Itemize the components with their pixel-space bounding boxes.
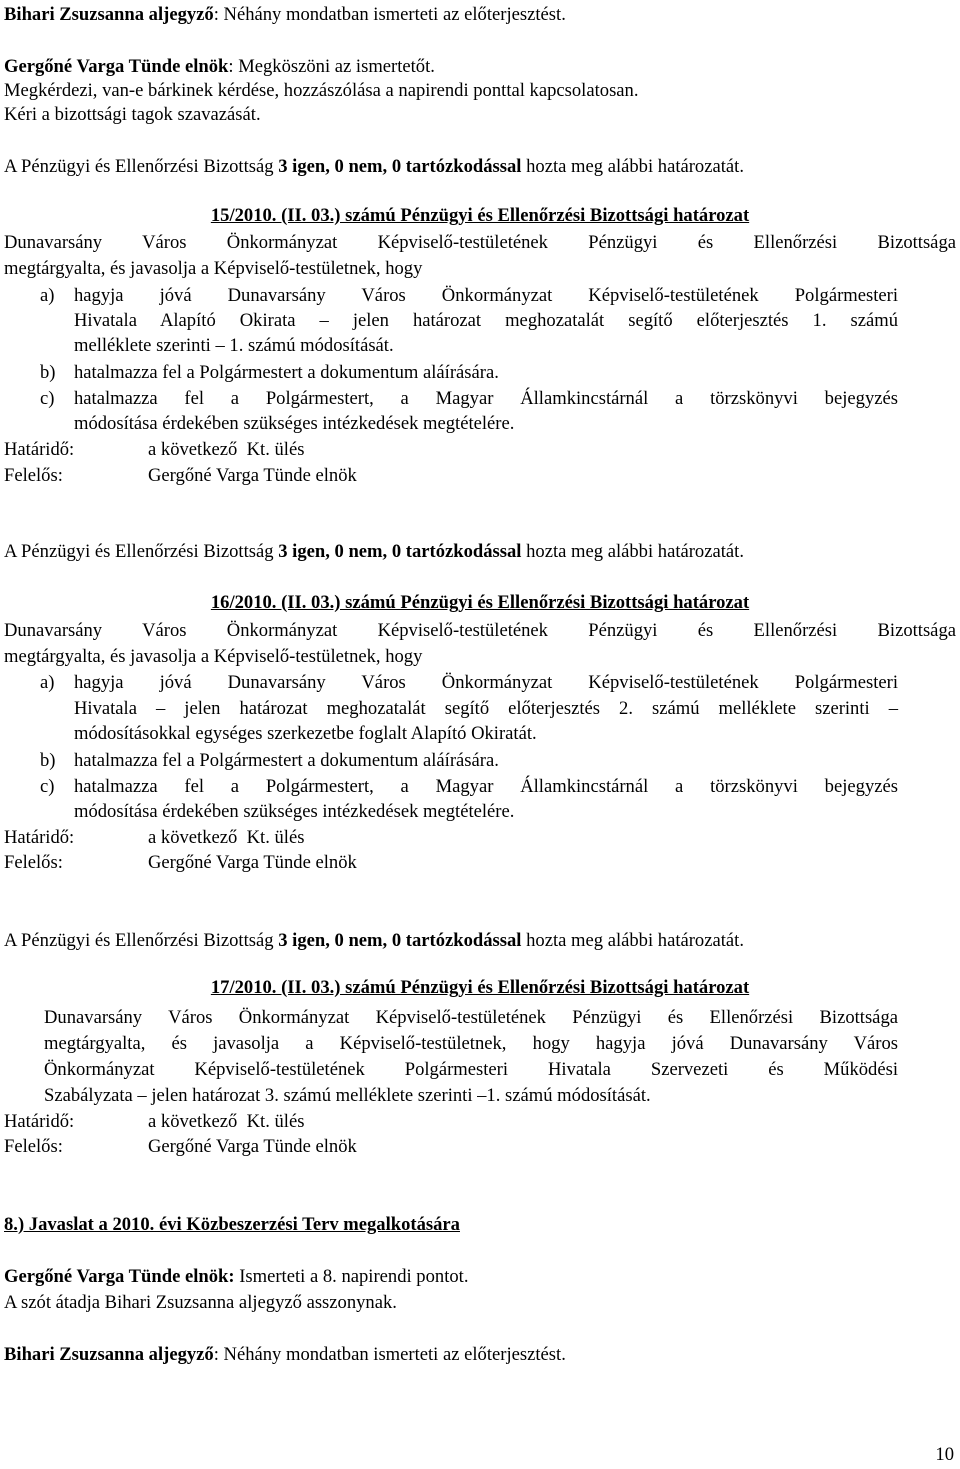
vote-suffix: hozta meg alábbi határozatát. <box>521 930 744 951</box>
item-line: módosítása érdekében szükséges intézkedések megtételére. <box>74 801 515 822</box>
vote-suffix: hozta meg alábbi határozatát. <box>521 156 744 177</box>
resolution-title-text: 16/2010. (II. 03.) számú Pénzügyi és Ellenőrzési Bizottsági határozat <box>210 592 750 613</box>
deadline-value: a következő Kt. ülés <box>148 827 305 848</box>
resolution-body-line: Dunavarsány Város Önkormányzat Képviselő-testületének Pénzügyi és Ellenőrzési Bizottsága <box>44 1007 898 1028</box>
page-number: 10 <box>935 1444 954 1465</box>
item-line: hagyja jóvá Dunavarsány Város Önkormányzat Képviselő-testületének Polgármesteri <box>74 672 898 693</box>
speaker-name: Bihari Zsuzsanna aljegyző <box>4 1344 214 1365</box>
item-label: a) <box>40 285 55 306</box>
intro-line: Kéri a bizottsági tagok szavazását. <box>4 104 261 125</box>
vote-count: 3 igen, 0 nem, 0 tartózkodással <box>278 930 522 951</box>
item-label: a) <box>40 672 55 693</box>
speaker-name: Gergőné Varga Tünde elnök <box>4 56 229 77</box>
resolution-title-text: 15/2010. (II. 03.) számú Pénzügyi és Ellenőrzési Bizottsági határozat <box>210 205 750 226</box>
speech-text: Ismerteti a 8. napirendi pontot. <box>234 1266 469 1287</box>
section-8-heading <box>4 1212 460 1238</box>
vote-prefix: A Pénzügyi és Ellenőrzési Bizottság <box>4 930 279 951</box>
responsible-value: Gergőné Varga Tünde elnök <box>148 1136 357 1157</box>
resolution-body-line: megtárgyalta, és javasolja a Képviselő-testületnek, hogy <box>4 258 423 279</box>
item-line: hagyja jóvá Dunavarsány Város Önkormányzat Képviselő-testületének Polgármesteri <box>74 285 898 306</box>
deadline-label: Határidő: <box>4 1111 75 1132</box>
vote-count: 3 igen, 0 nem, 0 tartózkodással <box>278 156 522 177</box>
speech-text: : Néhány mondatban ismerteti az előterjesztést. <box>213 1344 566 1365</box>
responsible-value: Gergőné Varga Tünde elnök <box>148 852 357 873</box>
vote-prefix: A Pénzügyi és Ellenőrzési Bizottság <box>4 541 279 562</box>
vote-result <box>4 928 744 954</box>
section-8-paragraph-2: A szót átadja Bihari Zsuzsanna aljegyző asszonynak. <box>4 1292 397 1313</box>
resolution-body-line: megtárgyalta, és javasolja a Képviselő-testületnek, hogy hagyja jóvá Dunavarsány Város <box>44 1033 898 1054</box>
resolution-body-line: Dunavarsány Város Önkormányzat Képviselő-testületének Pénzügyi és Ellenőrzési Bizottsága <box>4 232 956 253</box>
item-label: b) <box>40 362 56 383</box>
item-line: melléklete szerinti – 1. számú módosítását. <box>74 335 394 356</box>
resolution-body-line: Önkormányzat Képviselő-testületének Polgármesteri Hivatala Szervezeti és Működési <box>44 1059 898 1080</box>
intro-line: Megkérdezi, van-e bárkinek kérdése, hozzászólása a napirendi ponttal kapcsolatosan. <box>4 80 639 101</box>
item-label: c) <box>40 388 55 409</box>
responsible-label: Felelős: <box>4 1136 63 1157</box>
resolution-16-title <box>0 590 960 616</box>
item-line: módosításokkal egységes szerkezetbe foglalt Alapító Okiratát. <box>74 723 537 744</box>
vote-suffix: hozta meg alábbi határozatát. <box>521 541 744 562</box>
resolution-17-title <box>0 975 960 1001</box>
section-heading-text: 8.) Javaslat a 2010. évi Közbeszerzési Terv megalkotására <box>4 1214 460 1235</box>
speaker-name: Gergőné Varga Tünde elnök: <box>4 1266 235 1287</box>
resolution-15-title <box>0 203 960 229</box>
intro-paragraph-1 <box>4 2 566 28</box>
responsible-label: Felelős: <box>4 852 63 873</box>
speech-text: : Néhány mondatban ismerteti az előterjesztést. <box>213 4 566 25</box>
vote-result <box>4 154 744 180</box>
vote-result <box>4 539 744 565</box>
item-line: Hivatala Alapító Okirata – jelen határozat meghozatalát segítő előterjesztés 1. számú <box>74 310 898 331</box>
item-line: hatalmazza fel a Polgármestert a dokumentum aláírására. <box>74 362 499 383</box>
deadline-value: a következő Kt. ülés <box>148 1111 305 1132</box>
item-label: b) <box>40 750 56 771</box>
responsible-label: Felelős: <box>4 465 63 486</box>
resolution-title-text: 17/2010. (II. 03.) számú Pénzügyi és Ellenőrzési Bizottsági határozat <box>210 977 750 998</box>
intro-paragraph-2 <box>4 54 435 80</box>
resolution-body-line: Dunavarsány Város Önkormányzat Képviselő-testületének Pénzügyi és Ellenőrzési Bizottsága <box>4 620 956 641</box>
vote-count: 3 igen, 0 nem, 0 tartózkodással <box>278 541 522 562</box>
item-line: hatalmazza fel a Polgármestert, a Magyar Államkincstárnál a törzskönyvi bejegyzés <box>74 388 898 409</box>
resolution-body-line: Szabályzata – jelen határozat 3. számú melléklete szerinti –1. számú módosítását. <box>44 1085 651 1106</box>
vote-prefix: A Pénzügyi és Ellenőrzési Bizottság <box>4 156 279 177</box>
section-8-paragraph-1 <box>4 1264 468 1290</box>
deadline-label: Határidő: <box>4 827 75 848</box>
item-line: hatalmazza fel a Polgármestert a dokumentum aláírására. <box>74 750 499 771</box>
deadline-value: a következő Kt. ülés <box>148 439 305 460</box>
speech-text: : Megköszöni az ismertetőt. <box>228 56 435 77</box>
resolution-body-line: megtárgyalta, és javasolja a Képviselő-testületnek, hogy <box>4 646 423 667</box>
deadline-label: Határidő: <box>4 439 75 460</box>
section-8-paragraph-3 <box>4 1342 566 1368</box>
item-line: módosítása érdekében szükséges intézkedések megtételére. <box>74 413 515 434</box>
item-line: hatalmazza fel a Polgármestert, a Magyar Államkincstárnál a törzskönyvi bejegyzés <box>74 776 898 797</box>
item-line: Hivatala – jelen határozat meghozatalát segítő előterjesztés 2. számú melléklete szerinti – <box>74 698 898 719</box>
speaker-name: Bihari Zsuzsanna aljegyző <box>4 4 214 25</box>
item-label: c) <box>40 776 55 797</box>
responsible-value: Gergőné Varga Tünde elnök <box>148 465 357 486</box>
